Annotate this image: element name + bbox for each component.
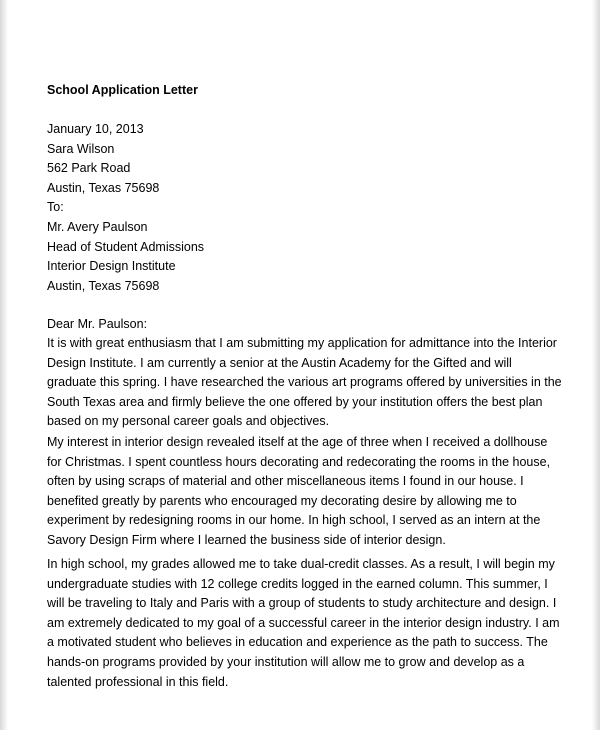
address-block	[47, 120, 562, 296]
letter-date: January 10, 2013	[47, 122, 144, 136]
recipient-institution: Interior Design Institute	[47, 259, 176, 274]
recipient-name: Mr. Avery Paulson	[47, 219, 148, 234]
sender-city: Austin, Texas 75698	[47, 180, 160, 195]
recipient-city: Austin, Texas 75698	[47, 278, 160, 293]
body-paragraph-3: In high school, my grades allowed me to take dual-credit classes. As a result, I will begin my undergraduate studies with 12 college credits logged in the earned column. This summer, I will be traveling to Italy and Paris with a group of students to study architecture and design. I am extremely dedicated to my goal of a successful career in the interior design industry. I am a motivated student who believes in education and experience as the path to success. The hands-on programs provided by your institution will allow me to grow and develop as a talented professional in this field.	[47, 557, 560, 689]
body-paragraph-1: It is with great enthusiasm that I am submitting my application for admittance into the Interior Design Institute. I am currently a senior at the Austin Academy for the Gifted and will graduate this spring. I have researched the various art programs offered by universities in the South Texas area and firmly believe the one offered by your institution offers the best plan based on my personal career goals and objectives.	[47, 336, 562, 429]
salutation: Dear Mr. Paulson:	[47, 317, 148, 331]
sender-street: 562 Park Road	[47, 161, 131, 176]
body-paragraph-2: My interest in interior design revealed itself at the age of three when I received a dollhouse for Christmas. I spent countless hours decorating and redecorating the rooms in the house, often by using scraps of material and other miscellaneous items I found in our house. I benefited greatly by parents who encouraged my decorating desire by allowing me to experiment by redesigning rooms in our home. In high school, I served as an intern at the Savory Design Firm where I learned the business side of interior design.	[47, 435, 551, 547]
letter-title: School Application Letter	[47, 83, 198, 97]
recipient-position: Head of Student Admissions	[47, 239, 205, 254]
to-label: To:	[47, 200, 64, 215]
sender-name: Sara Wilson	[47, 141, 115, 156]
